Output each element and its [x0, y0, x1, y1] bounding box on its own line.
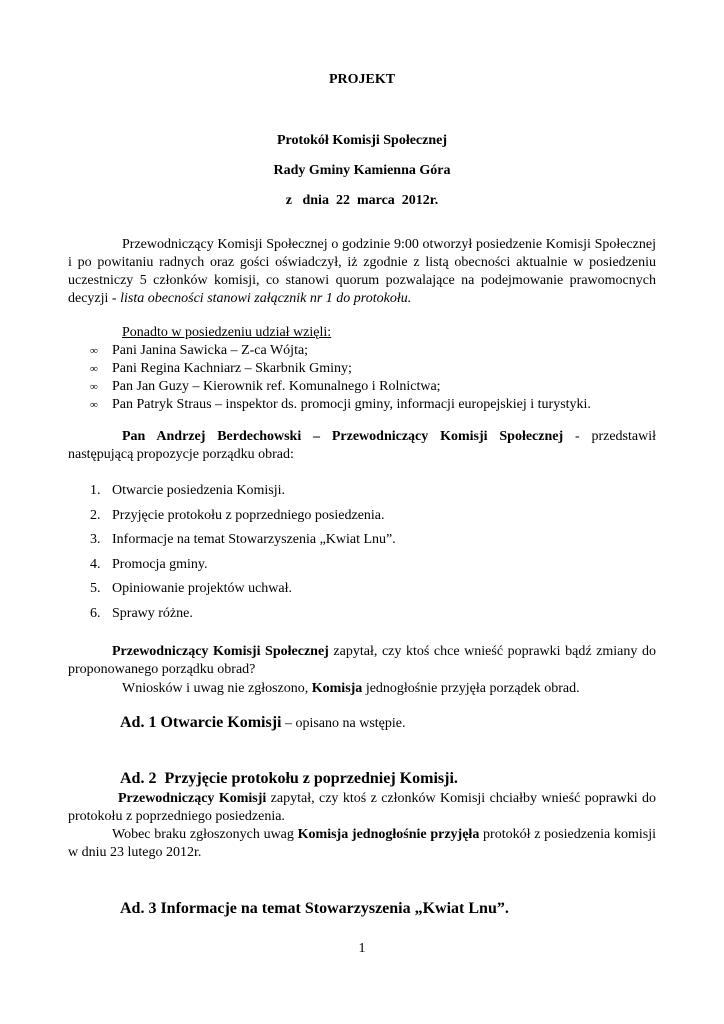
chairman-name: Pan Andrzej Berdechowski – Przewodniczący Komisji Społecznej — [122, 429, 564, 444]
list-item — [90, 531, 396, 556]
agenda-item-number: 3. — [90, 532, 101, 547]
list-item — [90, 378, 591, 396]
ad1-heading: Ad. 1 Otwarcie Komisji — [120, 714, 282, 731]
ad2-decision-text-end: protokół z posiedzenia komisji w dniu 23 lutego 2012r. — [68, 827, 657, 860]
doc-title-line-1: Protokół Komisji Społecznej — [276, 133, 448, 148]
ad2-decision-text: Wobec braku zgłoszonych uwag — [112, 827, 298, 842]
infinity-bullet-icon: ∞ — [90, 399, 98, 411]
guest-name: Pan Patryk Straus – inspektor ds. promocji gminy, informacji europejskiej i turystyki. — [112, 397, 591, 412]
no-remarks-text-end: jednogłośnie przyjęła porządek obrad. — [362, 681, 580, 696]
list-item — [90, 507, 396, 532]
ad2-decision-subject: Komisja jednogłośnie przyjęła — [297, 827, 480, 842]
agenda-item-text: Przyjęcie protokołu z poprzedniego posiedzenia. — [112, 507, 385, 523]
list-item — [90, 605, 396, 630]
no-remarks-subject: Komisja — [311, 681, 363, 696]
ad1-section — [120, 714, 406, 733]
question-subject: Przewodniczący Komisji Społecznej — [112, 644, 329, 659]
list-item — [90, 396, 591, 414]
list-item — [90, 556, 396, 581]
list-item — [90, 360, 591, 378]
agenda-item-number: 1. — [90, 483, 101, 498]
agenda-item-number: 5. — [90, 581, 101, 596]
doc-title-line-3: z dnia 22 marca 2012r. — [285, 193, 439, 208]
agenda-item-number: 4. — [90, 556, 101, 572]
agenda-item-text: Promocja gminy. — [112, 556, 208, 572]
agenda-item-text: Informacje na temat Stowarzyszenia „Kwiat Lnu”. — [112, 532, 396, 547]
list-item — [90, 482, 396, 507]
agenda-list — [90, 482, 396, 629]
no-remarks-paragraph — [122, 680, 580, 698]
agenda-item-text: Otwarcie posiedzenia Komisji. — [112, 483, 286, 498]
agenda-item-number: 2. — [90, 507, 101, 523]
agenda-item-number: 6. — [90, 605, 101, 621]
ad2-paragraph-2 — [68, 826, 656, 862]
guests-list — [90, 342, 591, 414]
guest-name: Pan Jan Guzy – Kierownik ref. Komunalnego i Rolnictwa; — [112, 379, 441, 394]
intro-attachment-note: lista obecności stanowi załącznik nr 1 do protokołu. — [120, 291, 412, 306]
guests-heading-text: Ponadto w posiedzeniu udział wzięli: — [122, 325, 332, 340]
infinity-bullet-icon: ∞ — [90, 381, 98, 393]
ad2-text: zapytał, czy ktoś z członków Komisji chciałby wnieść poprawki do protokołu z poprzedniego posiedzenia. — [68, 791, 656, 824]
ad3-heading: Ad. 3 Informacje na temat Stowarzyszenia „Kwiat Lnu”. — [120, 900, 509, 917]
intro-text: Przewodniczący Komisji Społecznej o godzinie 9:00 otworzył posiedzenie Komisji Społecznej i po powitaniu radnych oraz gości oświadczył, iż zgodnie z listą obecności aktualnie w posiedzeniu uczestniczy 5 członków komisji, co stanowi quorum pozwalające na podejmowanie prawomocnych decyzji - — [68, 237, 656, 306]
infinity-bullet-icon: ∞ — [90, 363, 98, 375]
doc-label-projekt: PROJEKT — [328, 72, 396, 87]
no-remarks-text: Wniosków i uwag nie zgłoszono, — [122, 681, 312, 696]
agenda-intro-text: - przedstawił następującą propozycje porządku obrad: — [68, 429, 656, 462]
page-number: 1 — [358, 941, 366, 956]
guests-heading — [122, 324, 331, 342]
list-item — [90, 342, 591, 360]
agenda-item-text: Opiniowanie projektów uchwał. — [112, 581, 293, 596]
question-paragraph — [68, 643, 656, 679]
intro-paragraph — [68, 236, 656, 308]
guest-name: Pani Regina Kachniarz – Skarbnik Gminy; — [112, 361, 352, 376]
infinity-bullet-icon: ∞ — [90, 345, 98, 357]
guest-name: Pani Janina Sawicka – Z-ca Wójta; — [112, 343, 309, 358]
ad2-heading: Ad. 2 Przyjęcie protokołu z poprzedniej Komisji. — [120, 770, 458, 787]
ad1-text: – opisano na wstępie. — [281, 716, 406, 731]
agenda-item-text: Sprawy różne. — [112, 605, 193, 621]
list-item — [90, 580, 396, 605]
doc-title-line-2: Rady Gminy Kamienna Góra — [273, 163, 451, 178]
question-text: zapytał, czy ktoś chce wnieść poprawki bądź zmiany do proponowanego porządku obrad? — [68, 644, 656, 677]
ad2-paragraph-1 — [68, 790, 656, 826]
ad2-subject: Przewodniczący Komisji — [118, 791, 267, 806]
agenda-intro-paragraph — [68, 428, 656, 464]
